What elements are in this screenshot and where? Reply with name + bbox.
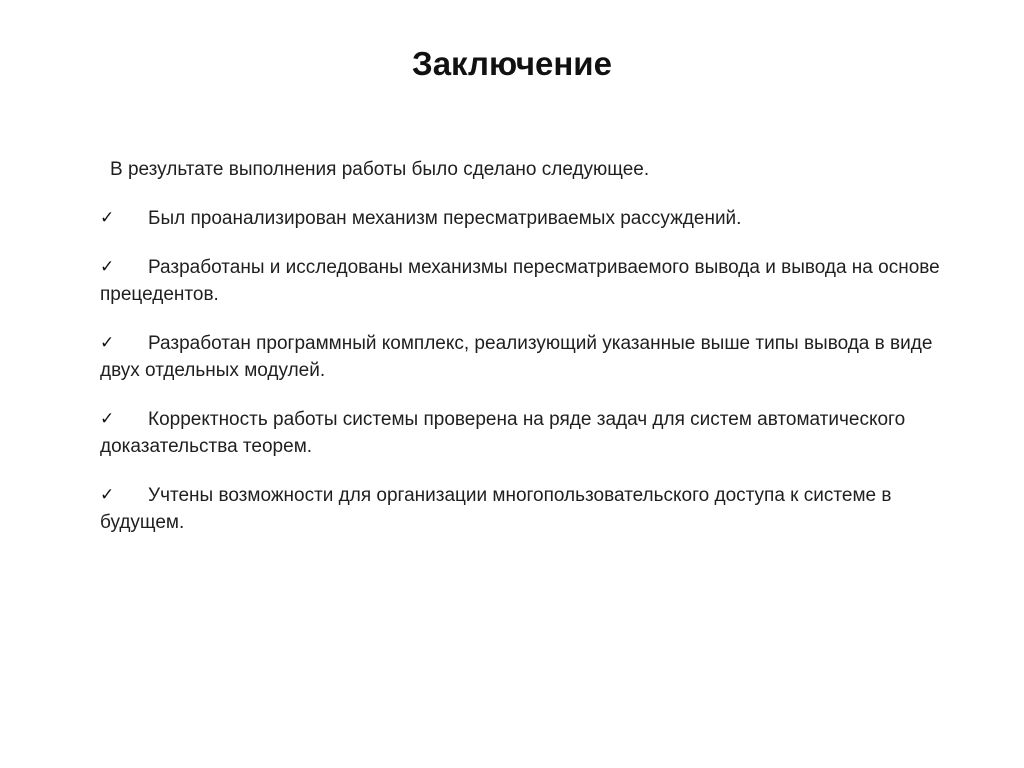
intro-text: В результате выполнения работы было сделано следующее. bbox=[110, 159, 650, 180]
list-item bbox=[100, 406, 970, 460]
checkmark-icon: ✓ bbox=[100, 409, 115, 429]
list-item-text: Разработаны и исследованы механизмы пересматриваемого вывода и вывода на основе прецедентов. bbox=[100, 257, 940, 305]
checkmark-icon: ✓ bbox=[100, 485, 115, 505]
list-item-text: Разработан программный комплекс, реализующий указанные выше типы вывода в виде двух отдельных модулей. bbox=[100, 333, 933, 381]
list-item-text: Был проанализирован механизм пересматриваемых рассуждений. bbox=[148, 208, 742, 229]
checkmark-icon: ✓ bbox=[100, 333, 115, 353]
list-item-text: Корректность работы системы проверена на ряде задач для систем автоматического доказательства теорем. bbox=[100, 409, 906, 457]
list-item bbox=[100, 205, 970, 232]
checkmark-icon: ✓ bbox=[100, 257, 115, 277]
page-title: Заключение bbox=[412, 45, 612, 82]
list-item-text: Учтены возможности для организации многопользовательского доступа к системе в будущем. bbox=[100, 485, 892, 533]
list-item bbox=[100, 482, 970, 536]
conclusion-list bbox=[100, 205, 970, 558]
list-item bbox=[100, 330, 970, 384]
checkmark-icon: ✓ bbox=[100, 208, 115, 228]
list-item bbox=[100, 254, 970, 308]
